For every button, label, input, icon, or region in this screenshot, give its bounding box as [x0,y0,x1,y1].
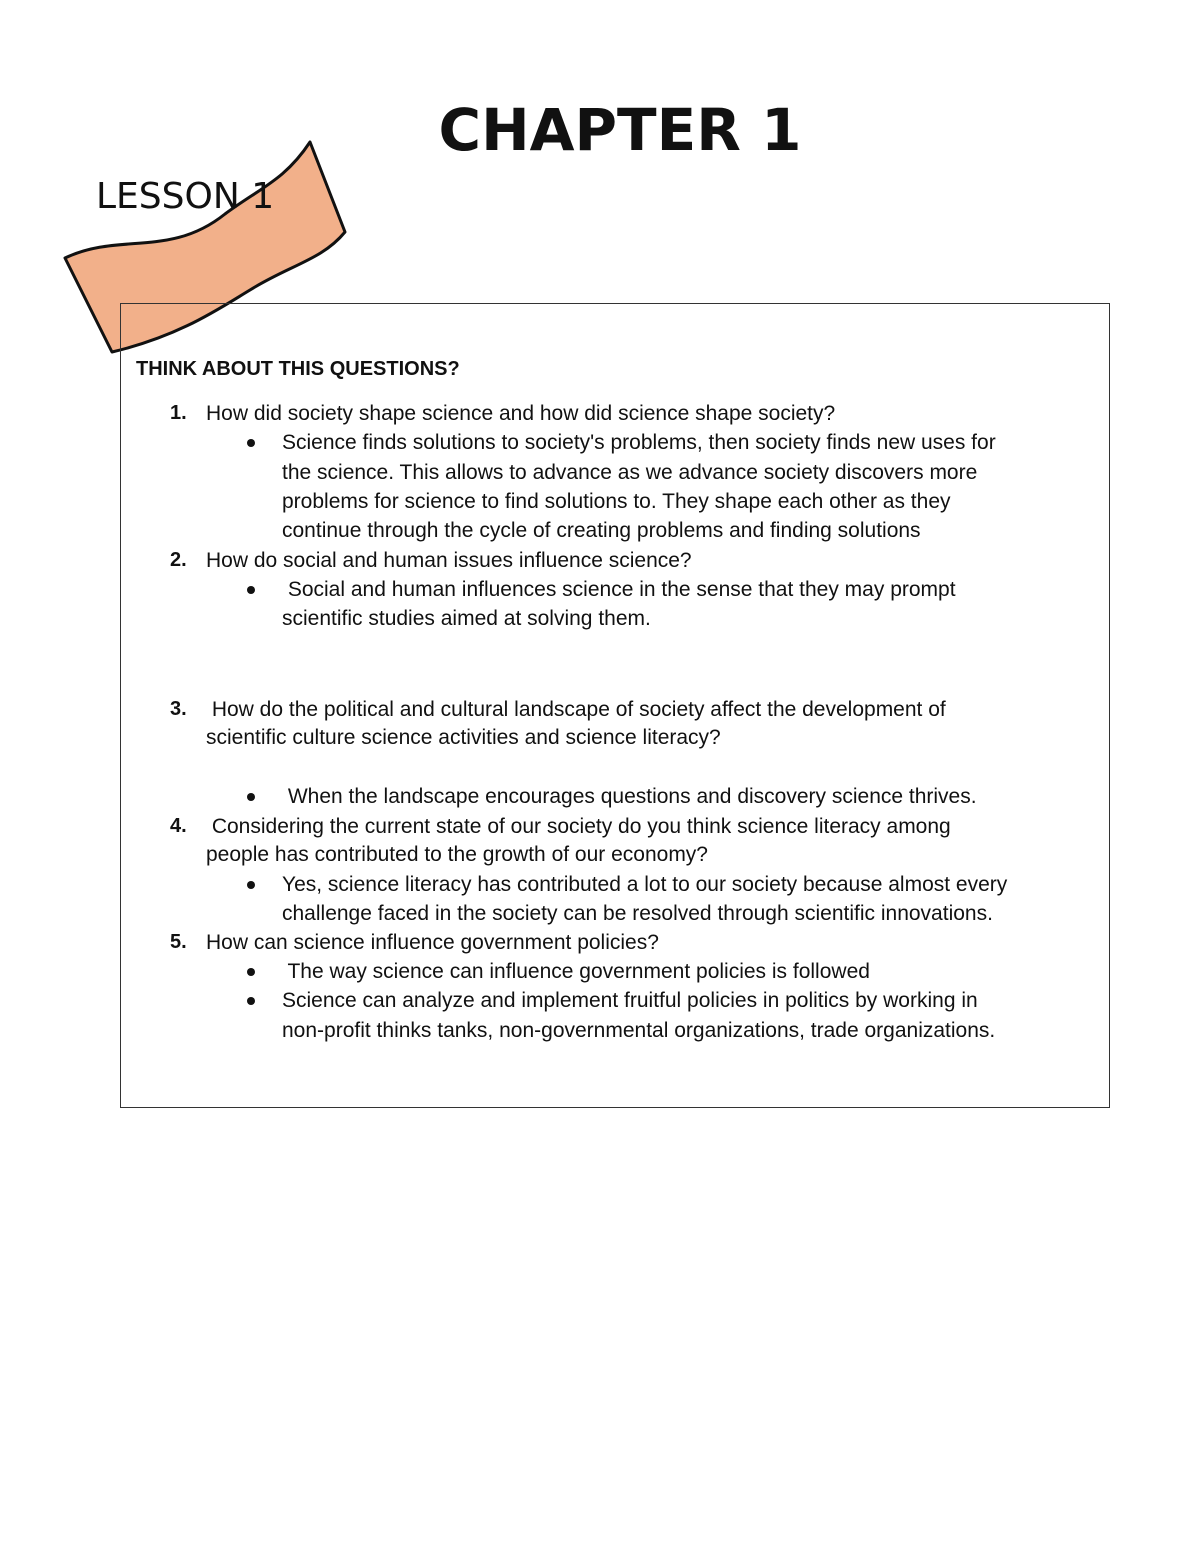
lesson-label: LESSON 1 [96,176,275,217]
question-number: 5. [170,931,187,953]
question-text: scientific culture science activities and science literacy? [206,726,721,749]
question-number: 4. [170,815,187,837]
answer-text: non-profit thinks tanks, non-governmental organizations, trade organizations. [282,1019,996,1042]
bullet-icon [247,439,255,447]
answer-text: continue through the cycle of creating problems and finding solutions [282,519,921,542]
answer-text: problems for science to find solutions to. They shape each other as they [282,490,951,513]
answer-text: scientific studies aimed at solving them. [282,607,651,630]
question-text: How did society shape science and how did science shape society? [206,402,836,425]
chapter-title-text: CHAPTER 1 [438,96,802,164]
question-number: 3. [170,698,187,720]
question-number: 1. [170,402,187,424]
answer-text: Yes, science literacy has contributed a lot to our society because almost every [282,873,1008,896]
answer-text: the science. This allows to advance as we advance society discovers more [282,461,978,484]
box-heading: THINK ABOUT THIS QUESTIONS? [136,358,460,380]
bullet-icon [247,793,255,801]
question-text: How do the political and cultural landscape of society affect the development of [206,698,946,721]
question-text: Considering the current state of our society do you think science literacy among [206,815,951,838]
answer-text: Science finds solutions to society's problems, then society finds new uses for [282,431,996,454]
bullet-icon [247,968,255,976]
answer-text: Social and human influences science in the sense that they may prompt [282,578,956,601]
bullet-icon [247,997,255,1005]
answer-text: The way science can influence government policies is followed [282,960,870,983]
question-text: people has contributed to the growth of our economy? [206,843,708,866]
answer-text: When the landscape encourages questions and discovery science thrives. [282,785,977,808]
answer-text: challenge faced in the society can be resolved through scientific innovations. [282,902,993,925]
answer-text: Science can analyze and implement fruitful policies in politics by working in [282,989,978,1012]
question-text: How can science influence government policies? [206,931,659,954]
question-number: 2. [170,549,187,571]
bullet-icon [247,881,255,889]
bullet-icon [247,586,255,594]
question-text: How do social and human issues influence science? [206,549,692,572]
